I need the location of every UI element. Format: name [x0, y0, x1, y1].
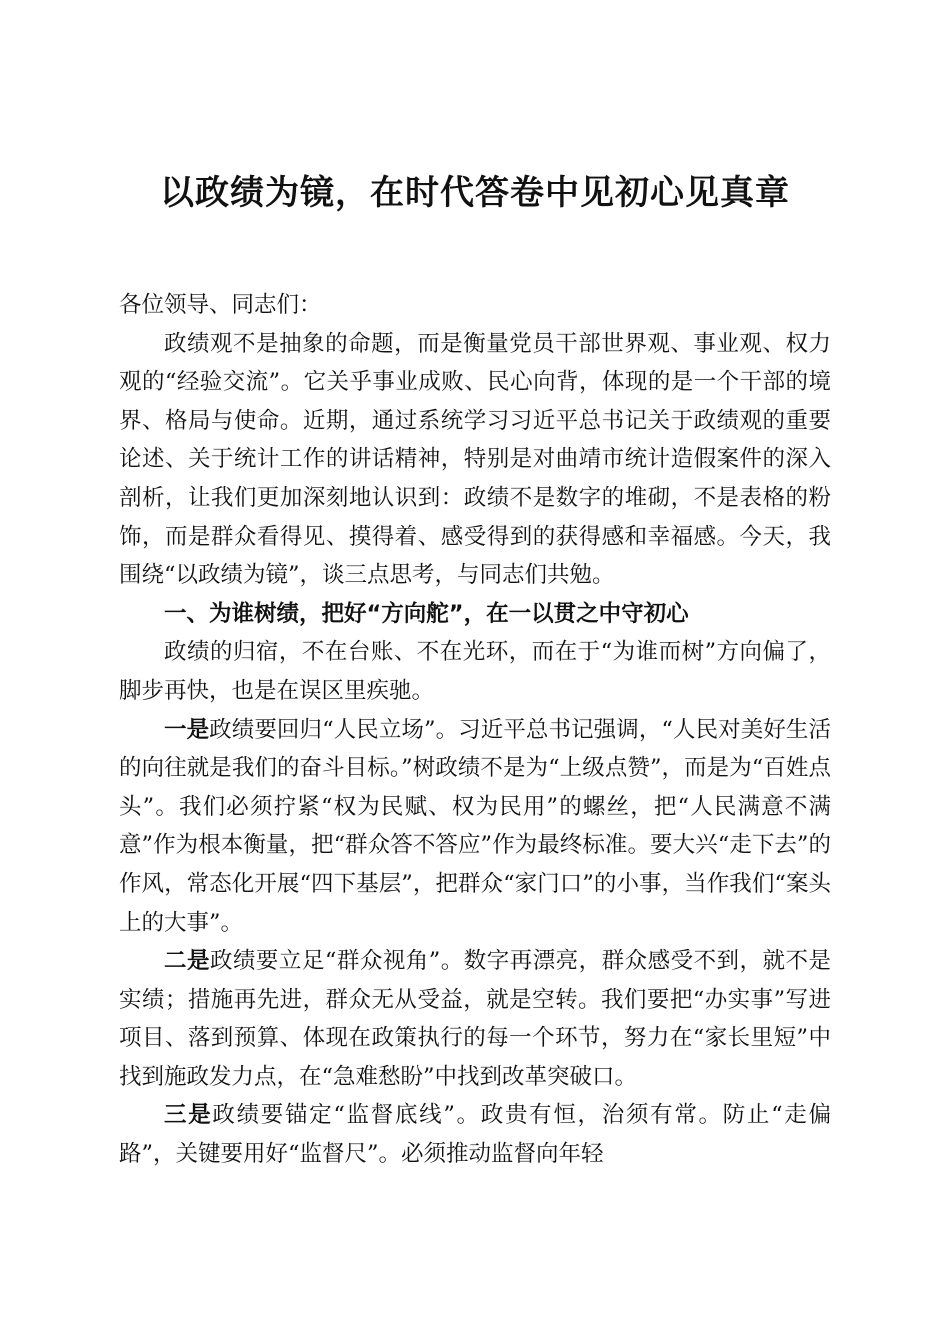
- point-2-paragraph: [119, 942, 831, 1096]
- point-1-lead: 一是: [164, 716, 210, 743]
- intro-paragraph: 政绩观不是抽象的命题，而是衡量党员干部世界观、事业观、权力观的“经验交流”。它关乎事业成败、民心向背，体现的是一个干部的境界、格局与使命。近期，通过系统学习习近平总书记关于政绩观的重要论述、关于统计工作的讲话精神，特别是对曲靖市统计造假案件的深入剖析，让我们更加深刻地认识到：政绩不是数字的堆砌，不是表格的粉饰，而是群众看得见、摸得着、感受得到的获得感和幸福感。今天，我围绕“以政绩为镜”，谈三点思考，与同志们共勉。: [119, 330, 831, 589]
- section-intro-paragraph: 政绩的归宿，不在台账、不在光环，而在于“为谁而树”方向偏了，脚步再快，也是在误区里疾驰。: [119, 639, 831, 704]
- point-3-text: 政绩要锚定“监督底线”。政贵有恒，治须有常。防止“走偏路”，关键要用好“监督尺”。必须推动监督向年轻: [119, 1102, 831, 1168]
- document-body: [119, 286, 831, 1174]
- salutation: 各位领导、同志们：: [119, 292, 322, 318]
- point-3-lead: 三是: [164, 1102, 213, 1129]
- point-1-text: 政绩要回归“人民立场”。习近平总书记强调，“人民对美好生活的向往就是我们的奋斗目标。”树政绩不是为“上级点赞”，而是为“百姓点头”。我们必须拧紧“权为民赋、权为民用”的螺丝，把“人民满意不满意”作为根本衡量，把“群众答不答应”作为最终标准。要大兴“走下去”的作风，常态化开展“四下基层”，把群众“家门口”的小事，当作我们“案头上的大事”。: [119, 716, 831, 936]
- document-title: 以政绩为镜，在时代答卷中见初心见真章: [160, 173, 790, 213]
- point-1-paragraph: [119, 711, 831, 943]
- point-2-text: 政绩要立足“群众视角”。数字再漂亮，群众感受不到，就不是实绩；措施再先进，群众无从受益，就是空转。我们要把“办实事”写进项目、落到预算、体现在政策执行的每一个环节，努力在“家长里短”中找到施政发力点，在“急难愁盼”中找到改革突破口。: [119, 948, 831, 1090]
- section-heading: 一、为谁树绩，把好“方向舵”，在一以贯之中守初心: [164, 600, 689, 627]
- point-2-lead: 二是: [164, 948, 210, 975]
- point-3-paragraph: [119, 1096, 831, 1173]
